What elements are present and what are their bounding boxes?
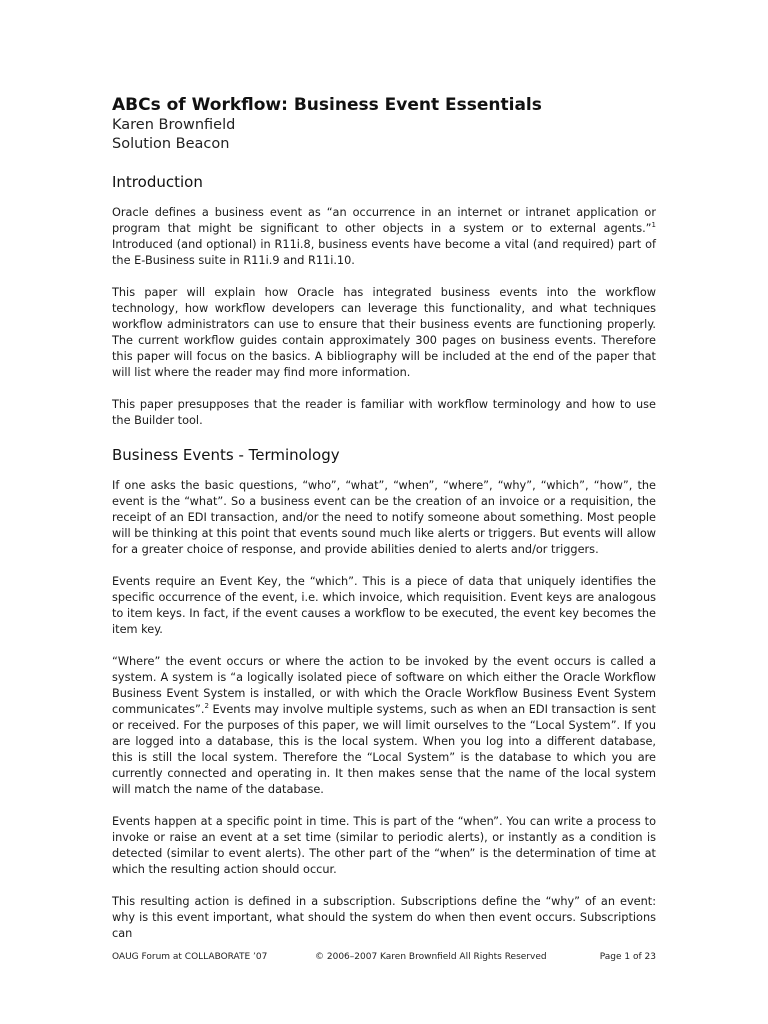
- document-title: ABCs of Workflow: Business Event Essentials: [112, 95, 542, 115]
- section-heading-terminology: Business Events - Terminology: [112, 446, 340, 464]
- document-organization: Solution Beacon: [112, 136, 230, 152]
- terminology-paragraph-1: If one asks the basic questions, “who”, “what”, “when”, “where”, “why”, “which”, “how”, the event is the “what”. So a business event can be the creation of an invoice or a requisition, the receipt of an EDI transaction, and/or the need to notify someone about something. Most people will be thinking at this point that events sound much like alerts or triggers. But events will allow for a greater choice of response, and provide abilities denied to alerts and/or triggers.: [112, 479, 656, 556]
- footer-event-name: OAUG Forum at COLLABORATE ’07: [112, 952, 268, 962]
- footnote-ref-1[interactable]: 1: [651, 221, 656, 230]
- footer-copyright: © 2006–2007 Karen Brownfield All Rights Reserved: [315, 952, 547, 962]
- terminology-paragraph-5: This resulting action is defined in a subscription. Subscriptions define the “why” of an event: why is this event important, what should the system do when then event occurs. Subscriptions can: [112, 895, 656, 940]
- terminology-paragraph-3: “Where” the event occurs or where the action to be invoked by the event occurs is called a system. A system is “a logically isolated piece of software on which either the Oracle Workflow Business Event System is installed, or with which the Oracle Workflow Business Event System communicates”.$^2$ Events may involve multiple systems, such as when an EDI transaction is sent or received. For the purposes of this paper, we will limit ourselves to the “Local System”. If you are logged into a database, this is the local system. When you log into a different database, this is still the local system. Therefore the “Local System” is the database to which you are currently connected and operating in. It then makes sense that the name of the local system will match the name of the database.: [112, 655, 656, 796]
- document-author: Karen Brownfield: [112, 117, 236, 133]
- terminology-paragraph-2: Events require an Event Key, the “which”. This is a piece of data that uniquely identifies the specific occurrence of the event, i.e. which invoice, which requisition. Event keys are analogous to item keys. In fact, if the event causes a workflow to be executed, the event key becomes the item key.: [112, 575, 656, 636]
- page-footer: [112, 952, 656, 964]
- footnote-ref-2[interactable]: 2: [204, 702, 209, 711]
- document-body: [112, 94, 656, 942]
- intro-paragraph-3: This paper presupposes that the reader is familiar with workflow terminology and how to use the Builder tool.: [112, 398, 656, 427]
- intro-paragraph-1: Oracle defines a business event as “an occurrence in an internet or intranet application or program that might be significant to other objects in a system or to external agents.”$^1$ Introduced (and optional) in R11i.8, business events have become a vital (and required) part of the E-Business suite in R11i.9 and R11i.10.: [112, 206, 656, 267]
- terminology-paragraph-4: Events happen at a specific point in time. This is part of the “when”. You can write a process to invoke or raise an event at a set time (similar to periodic alerts), or instantly as a condition is detected (similar to event alerts). The other part of the “when” is the determination of time at which the resulting action should occur.: [112, 815, 656, 876]
- intro-paragraph-2: This paper will explain how Oracle has integrated business events into the workflow technology, how workflow developers can leverage this functionality, and what techniques workflow administrators can use to ensure that their business events are functioning properly. The current workflow guides contain approximately 300 pages on business events. Therefore this paper will focus on the basics. A bibliography will be included at the end of the paper that will list where the reader may find more information.: [112, 286, 656, 379]
- footer-page-number: Page 1 of 23: [599, 952, 656, 962]
- section-heading-introduction: Introduction: [112, 173, 203, 191]
